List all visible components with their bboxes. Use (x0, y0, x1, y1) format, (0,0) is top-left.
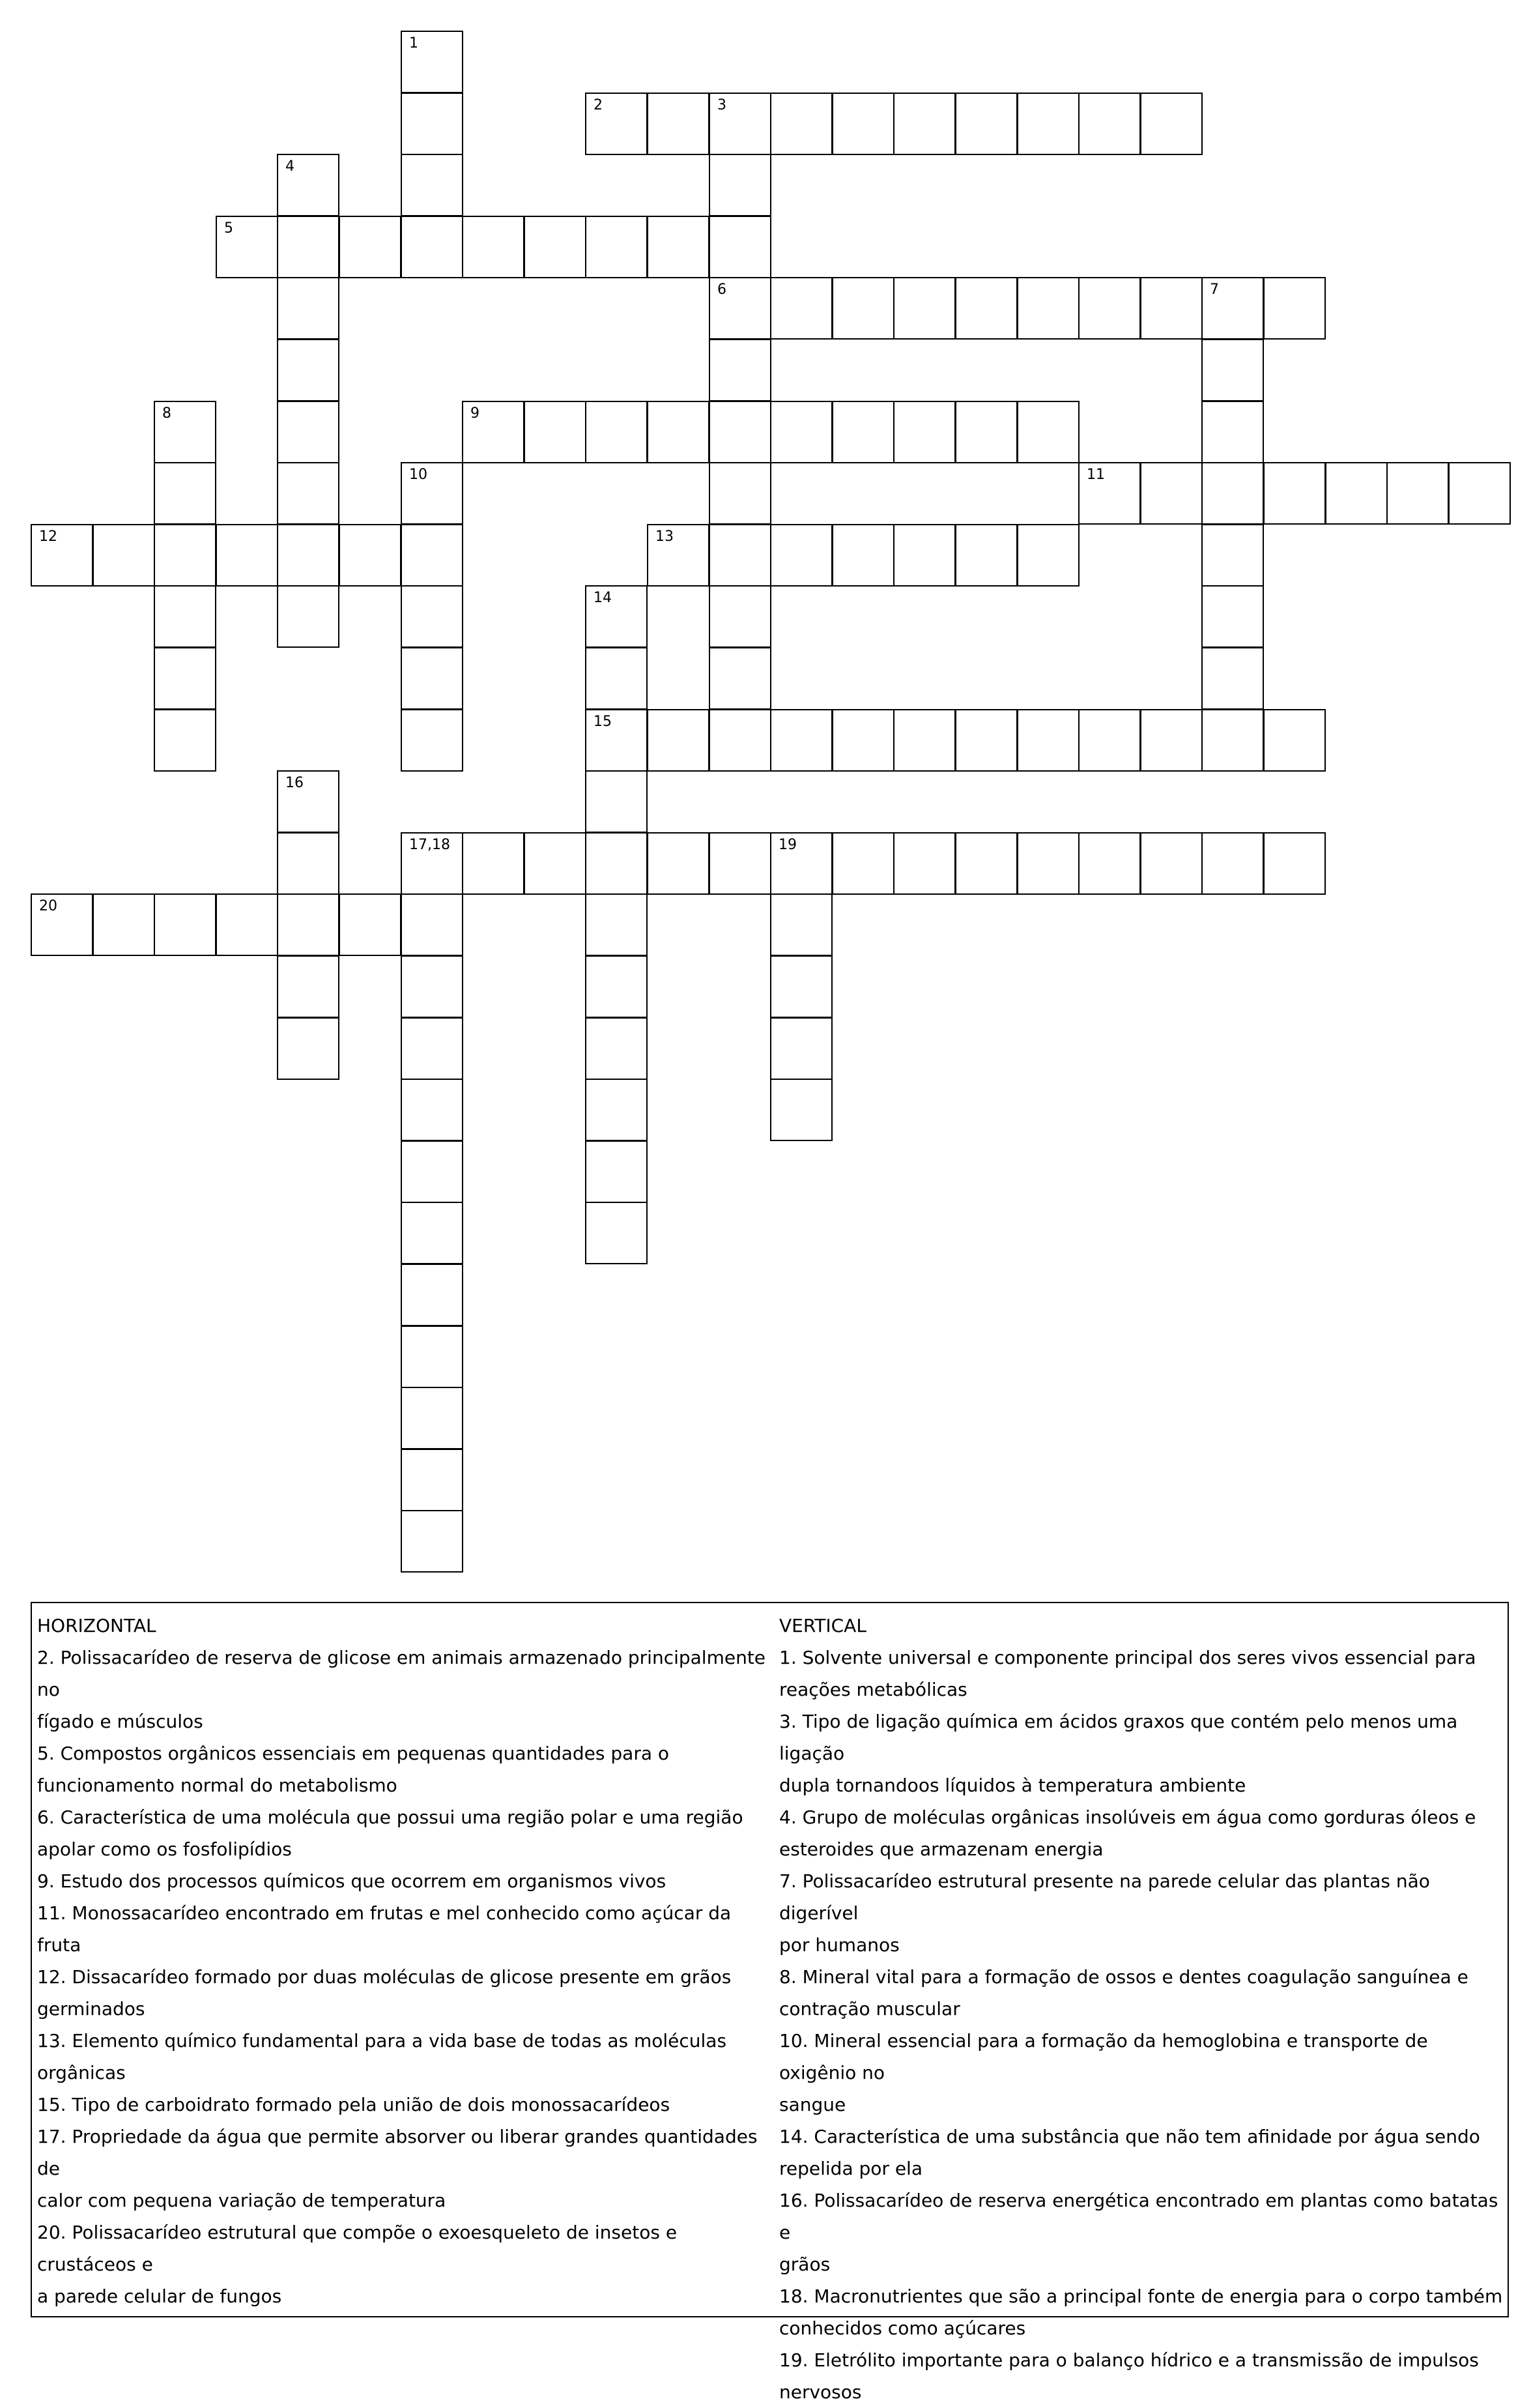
clue-panel (31, 1602, 1509, 2403)
crossword-cell[interactable] (832, 401, 894, 463)
crossword-cell[interactable] (585, 585, 648, 648)
clue-line: esteroides que armazenam energia (779, 1838, 1104, 1860)
crossword-cell[interactable] (31, 524, 93, 587)
crossword-cell[interactable] (832, 709, 894, 772)
crossword-cell[interactable] (770, 893, 833, 956)
clue-line: 6. Característica de uma molécula que possui uma região polar e uma região (37, 1806, 743, 1828)
crossword-cell[interactable] (1201, 277, 1264, 340)
crossword-cell[interactable] (1201, 647, 1264, 710)
crossword-cell[interactable] (955, 401, 1018, 463)
crossword-cell[interactable] (1017, 832, 1080, 895)
crossword-cell[interactable] (893, 524, 956, 587)
crossword-cell[interactable] (401, 524, 463, 587)
clue-number: 7 (1210, 282, 1219, 298)
crossword-cell[interactable] (770, 401, 833, 463)
crossword-cell[interactable] (709, 339, 771, 401)
crossword-cell[interactable] (1017, 709, 1080, 772)
crossword-cell[interactable] (154, 893, 216, 956)
crossword-cell[interactable] (1017, 524, 1080, 587)
crossword-cell[interactable] (401, 955, 463, 1018)
crossword-cell[interactable] (893, 709, 956, 772)
crossword-cell[interactable] (154, 401, 216, 463)
crossword-cell[interactable] (709, 93, 771, 155)
crossword-cell[interactable] (955, 524, 1018, 587)
clue-line: repelida por ela (779, 2158, 923, 2179)
crossword-cell[interactable] (339, 524, 401, 587)
clue-line: grãos (779, 2254, 831, 2275)
crossword-cell[interactable] (31, 893, 93, 956)
crossword-cell[interactable] (893, 832, 956, 895)
crossword-cell[interactable] (647, 401, 709, 463)
crossword-cell[interactable] (585, 955, 648, 1018)
crossword-cell[interactable] (770, 709, 833, 772)
clue-line: 17. Propriedade da água que permite absorver ou liberar grandes quantidades de (37, 2126, 758, 2179)
crossword-cell[interactable] (1140, 709, 1203, 772)
crossword-cell[interactable] (1386, 462, 1449, 525)
crossword-cell[interactable] (1263, 709, 1326, 772)
clue-line: 5. Compostos orgânicos essenciais em pequenas quantidades para o (37, 1743, 670, 1764)
crossword-cell[interactable] (1201, 585, 1264, 648)
clue-line: 18. Macronutrientes que são a principal fonte de energia para o corpo também (779, 2285, 1503, 2307)
crossword-cell[interactable] (709, 277, 771, 340)
crossword-cell[interactable] (893, 277, 956, 340)
crossword-cell[interactable] (154, 462, 216, 525)
horizontal-clues (37, 1610, 767, 2312)
clue-line: 8. Mineral vital para a formação de ossos e dentes coagulação sanguínea e (779, 1966, 1468, 1988)
crossword-cell[interactable] (524, 832, 586, 895)
crossword-cell[interactable] (709, 647, 771, 710)
crossword-cell[interactable] (462, 401, 524, 463)
crossword-cell[interactable] (401, 31, 463, 93)
clue-number: 6 (717, 282, 726, 298)
crossword-cell[interactable] (401, 1264, 463, 1326)
crossword-cell[interactable] (709, 585, 771, 648)
crossword-cell[interactable] (1263, 462, 1326, 525)
crossword-cell[interactable] (1140, 93, 1203, 155)
clue-line: a parede celular de fungos (37, 2285, 282, 2307)
crossword-cell[interactable] (401, 1326, 463, 1388)
clue-number: 1 (409, 35, 418, 51)
crossword-cell[interactable] (277, 401, 339, 463)
crossword-cell[interactable] (277, 1017, 339, 1080)
crossword-cell[interactable] (277, 770, 339, 833)
crossword-cell[interactable] (1201, 401, 1264, 463)
vertical-heading: VERTICAL (779, 1615, 866, 1636)
crossword-cell[interactable] (401, 1387, 463, 1449)
crossword-cell[interactable] (401, 154, 463, 216)
crossword-cell[interactable] (893, 401, 956, 463)
crossword-cell[interactable] (955, 93, 1018, 155)
clue-number: 10 (409, 467, 427, 483)
crossword-cell[interactable] (709, 709, 771, 772)
clue-line: 9. Estudo dos processos químicos que ocorrem em organismos vivos (37, 1870, 666, 1892)
crossword-cell[interactable] (585, 893, 648, 956)
clue-line: 15. Tipo de carboidrato formado pela união de dois monossacarídeos (37, 2094, 670, 2115)
crossword-cell[interactable] (401, 93, 463, 155)
crossword-cell[interactable] (585, 647, 648, 710)
crossword-cell[interactable] (154, 585, 216, 648)
crossword-cell[interactable] (277, 524, 339, 587)
clue-number: 3 (717, 97, 726, 113)
clue-line: 19. Eletrólito importante para o balanço hídrico e a transmissão de impulsos (779, 2349, 1479, 2371)
crossword-cell[interactable] (647, 709, 709, 772)
crossword-cell[interactable] (585, 770, 648, 833)
crossword-cell[interactable] (1201, 832, 1264, 895)
crossword-cell[interactable] (585, 93, 648, 155)
clue-line: por humanos (779, 1934, 900, 1956)
clue-line: calor com pequena variação de temperatura (37, 2190, 446, 2211)
clue-number: 14 (594, 590, 612, 606)
crossword-cell[interactable] (585, 832, 648, 895)
crossword-cell[interactable] (585, 1017, 648, 1080)
crossword-cell[interactable] (955, 832, 1018, 895)
crossword-cell[interactable] (216, 216, 278, 278)
crossword-cell[interactable] (277, 585, 339, 648)
crossword-cell[interactable] (154, 709, 216, 772)
crossword-cell[interactable] (401, 1202, 463, 1264)
crossword-cell[interactable] (585, 1079, 648, 1141)
crossword-cell[interactable] (401, 585, 463, 648)
crossword-cell[interactable] (93, 524, 155, 587)
crossword-cell[interactable] (1201, 462, 1264, 525)
crossword-cell[interactable] (401, 1017, 463, 1080)
crossword-cell[interactable] (1263, 277, 1326, 340)
crossword-cell[interactable] (401, 1510, 463, 1573)
crossword-cell[interactable] (1140, 832, 1203, 895)
crossword-cell[interactable] (1448, 462, 1511, 525)
crossword-cell[interactable] (832, 277, 894, 340)
crossword-cell[interactable] (401, 832, 463, 895)
crossword-cell[interactable] (955, 709, 1018, 772)
crossword-cell[interactable] (770, 1079, 833, 1141)
crossword-cell[interactable] (709, 462, 771, 525)
crossword-cell[interactable] (401, 709, 463, 772)
clue-number: 15 (594, 714, 612, 730)
crossword-cell[interactable] (277, 462, 339, 525)
clue-number: 9 (470, 405, 479, 422)
crossword-cell[interactable] (401, 216, 463, 278)
clue-line: apolar como os fosfolipídios (37, 1838, 292, 1860)
clue-line: dupla tornandoos líquidos à temperatura ambiente (779, 1775, 1246, 1796)
crossword-cell[interactable] (277, 832, 339, 895)
crossword-cell[interactable] (339, 216, 401, 278)
crossword-cell[interactable] (955, 277, 1018, 340)
crossword-cell[interactable] (524, 216, 586, 278)
crossword-cell[interactable] (1078, 93, 1141, 155)
clue-line: 11. Monossacarídeo encontrado em frutas e mel conhecido como açúcar da fruta (37, 1902, 732, 1956)
crossword-cell[interactable] (770, 832, 833, 895)
crossword-cell[interactable] (154, 524, 216, 587)
clue-line: 12. Dissacarídeo formado por duas moléculas de glicose presente em grãos (37, 1966, 732, 1988)
clue-line: 4. Grupo de moléculas orgânicas insolúveis em água como gorduras óleos e (779, 1806, 1476, 1828)
crossword-cell[interactable] (1078, 709, 1141, 772)
crossword-cell[interactable] (893, 93, 956, 155)
crossword-cell[interactable] (709, 401, 771, 463)
crossword-cell[interactable] (585, 1202, 648, 1264)
clue-number: 4 (285, 158, 294, 175)
crossword-cell[interactable] (585, 401, 648, 463)
crossword-cell[interactable] (401, 1449, 463, 1511)
clue-number: 12 (39, 529, 57, 545)
crossword-cell[interactable] (93, 893, 155, 956)
crossword-cell[interactable] (277, 339, 339, 401)
crossword-cell[interactable] (1017, 401, 1080, 463)
crossword-cell[interactable] (524, 401, 586, 463)
clue-number: 5 (224, 220, 233, 237)
clue-line: 13. Elemento químico fundamental para a vida base de todas as moléculas (37, 2030, 727, 2052)
crossword-cell[interactable] (832, 832, 894, 895)
clue-line: reações metabólicas (779, 1679, 967, 1700)
crossword-cell[interactable] (770, 277, 833, 340)
clue-line: 1. Solvente universal e componente principal dos seres vivos essencial para (779, 1647, 1476, 1668)
clue-number: 19 (779, 837, 797, 853)
crossword-cell[interactable] (647, 832, 709, 895)
horizontal-heading: HORIZONTAL (37, 1615, 156, 1636)
crossword-cell[interactable] (1078, 462, 1141, 525)
crossword-cell[interactable] (277, 955, 339, 1018)
crossword-cell[interactable] (585, 1140, 648, 1203)
clue-number: 11 (1087, 467, 1105, 483)
crossword-cell[interactable] (462, 832, 524, 895)
clue-number: 13 (655, 529, 674, 545)
crossword-cell[interactable] (1078, 277, 1141, 340)
clue-line: funcionamento normal do metabolismo (37, 1775, 397, 1796)
crossword-cell[interactable] (709, 524, 771, 587)
crossword-cell[interactable] (401, 1079, 463, 1141)
crossword-cell[interactable] (401, 893, 463, 956)
crossword-cell[interactable] (154, 647, 216, 710)
crossword-cell[interactable] (1201, 709, 1264, 772)
crossword-cell[interactable] (339, 893, 401, 956)
crossword-cell[interactable] (770, 1017, 833, 1080)
clue-line: nervosos (779, 2381, 862, 2403)
clue-line: 16. Polissacarídeo de reserva energética encontrado em plantas como batatas e (779, 2190, 1498, 2243)
clue-number: 2 (594, 97, 603, 113)
crossword-cell[interactable] (647, 216, 709, 278)
clue-number: 20 (39, 898, 57, 914)
crossword-cell[interactable] (709, 154, 771, 216)
crossword-cell[interactable] (770, 93, 833, 155)
crossword-cell[interactable] (709, 216, 771, 278)
clue-number: 16 (285, 775, 304, 791)
clue-line: contração muscular (779, 1998, 960, 2020)
clue-number: 17,18 (409, 837, 450, 853)
crossword-cell[interactable] (277, 216, 339, 278)
crossword-cell[interactable] (832, 524, 894, 587)
crossword-cell[interactable] (1078, 832, 1141, 895)
crossword-cell[interactable] (832, 93, 894, 155)
crossword-cell[interactable] (401, 1140, 463, 1203)
crossword-cell[interactable] (709, 832, 771, 895)
crossword-cell[interactable] (1325, 462, 1388, 525)
clue-line: sangue (779, 2094, 846, 2115)
crossword-cell[interactable] (647, 524, 709, 587)
crossword-cell[interactable] (1140, 277, 1203, 340)
clue-line: 14. Característica de uma substância que não tem afinidade por água sendo (779, 2126, 1480, 2147)
clue-line: 10. Mineral essencial para a formação da hemoglobina e transporte de oxigênio no (779, 2030, 1428, 2083)
crossword-cell[interactable] (401, 647, 463, 710)
clue-line: 20. Polissacarídeo estrutural que compõe o exoesqueleto de insetos e crustáceos e (37, 2222, 678, 2275)
crossword-cell[interactable] (462, 216, 524, 278)
crossword-cell[interactable] (770, 524, 833, 587)
crossword-cell[interactable] (277, 154, 339, 216)
clue-line: 3. Tipo de ligação química em ácidos graxos que contém pelo menos uma ligação (779, 1711, 1458, 1764)
crossword-cell[interactable] (1201, 524, 1264, 587)
clue-line: 7. Polissacarídeo estrutural presente na parede celular das plantas não digerível (779, 1870, 1430, 1924)
crossword-cell[interactable] (216, 524, 278, 587)
crossword-cell[interactable] (277, 893, 339, 956)
clue-number: 8 (162, 405, 171, 422)
vertical-clues (779, 1610, 1509, 2408)
crossword-cell[interactable] (585, 709, 648, 772)
crossword-cell[interactable] (1263, 832, 1326, 895)
clue-line: 2. Polissacarídeo de reserva de glicose em animais armazenado principalmente no (37, 1647, 766, 1700)
crossword-cell[interactable] (1017, 93, 1080, 155)
crossword-cell[interactable] (216, 893, 278, 956)
crossword-cell[interactable] (277, 277, 339, 340)
crossword-cell[interactable] (585, 216, 648, 278)
crossword-cell[interactable] (401, 462, 463, 525)
clue-line: orgânicas (37, 2062, 126, 2083)
clue-line: conhecidos como açúcares (779, 2317, 1026, 2339)
crossword-cell[interactable] (1201, 339, 1264, 401)
crossword-cell[interactable] (1140, 462, 1203, 525)
crossword-cell[interactable] (770, 955, 833, 1018)
crossword-cell[interactable] (647, 93, 709, 155)
clue-line: fígado e músculos (37, 1711, 203, 1732)
crossword-cell[interactable] (1017, 277, 1080, 340)
clue-line: germinados (37, 1998, 145, 2020)
